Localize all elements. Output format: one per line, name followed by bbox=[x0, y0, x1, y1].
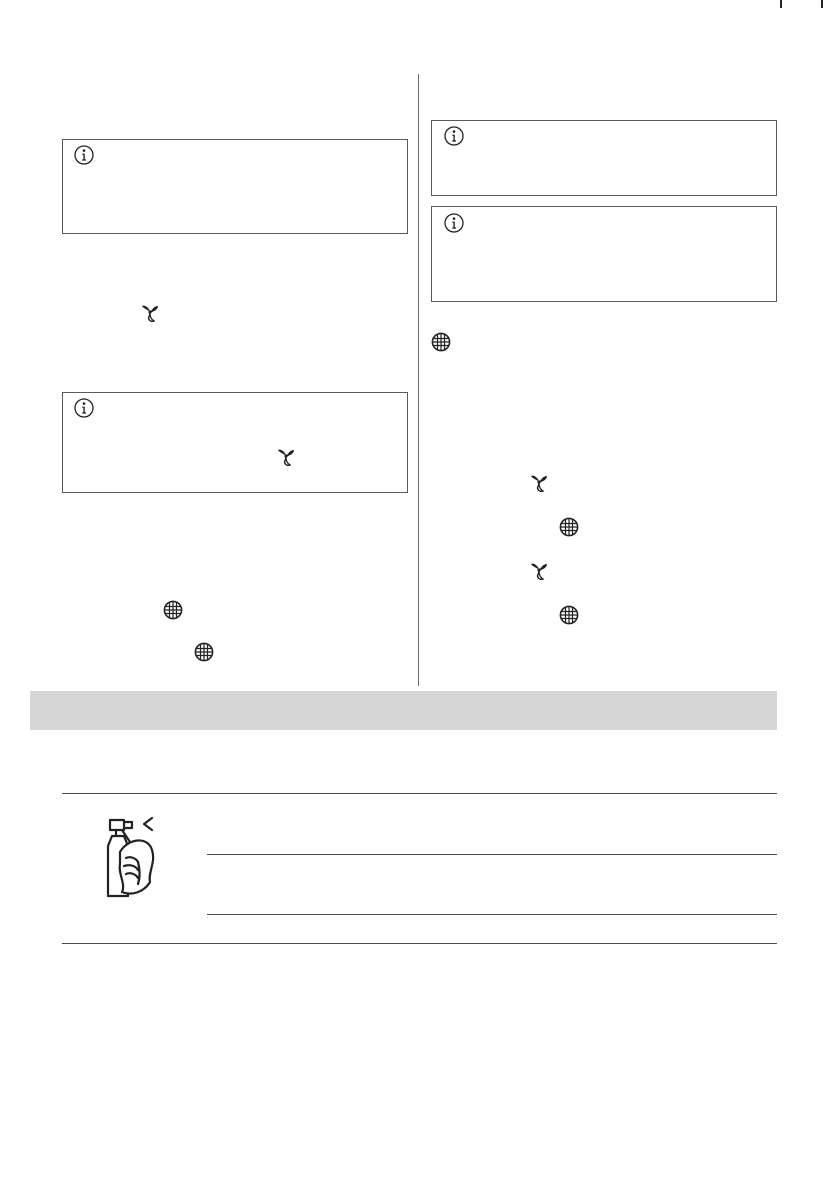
grid-circle-icon bbox=[194, 642, 214, 662]
fan-icon bbox=[276, 447, 296, 467]
fan-icon bbox=[529, 561, 549, 581]
grid-circle-icon bbox=[559, 605, 579, 625]
info-note-box-4 bbox=[431, 206, 777, 302]
crop-mark-left bbox=[780, 0, 782, 8]
section-heading-bar bbox=[30, 691, 777, 730]
spray-bottle-cloth-icon bbox=[100, 812, 168, 900]
column-divider bbox=[418, 74, 419, 686]
grid-circle-icon bbox=[431, 332, 451, 352]
info-icon bbox=[74, 145, 94, 165]
crop-mark-right bbox=[821, 0, 823, 8]
table-row-rule-1 bbox=[207, 854, 777, 855]
table-row-rule-2 bbox=[207, 914, 777, 915]
info-icon bbox=[444, 126, 464, 146]
table-top-rule bbox=[62, 793, 777, 794]
info-note-box-1 bbox=[62, 139, 408, 234]
info-icon bbox=[74, 398, 94, 418]
grid-circle-icon bbox=[163, 600, 183, 620]
info-icon bbox=[444, 213, 464, 233]
info-note-box-2 bbox=[62, 392, 408, 493]
table-bottom-rule bbox=[62, 943, 777, 944]
fan-icon bbox=[529, 473, 549, 493]
fan-icon bbox=[140, 303, 160, 323]
info-note-box-3 bbox=[431, 120, 777, 196]
grid-circle-icon bbox=[559, 517, 579, 537]
